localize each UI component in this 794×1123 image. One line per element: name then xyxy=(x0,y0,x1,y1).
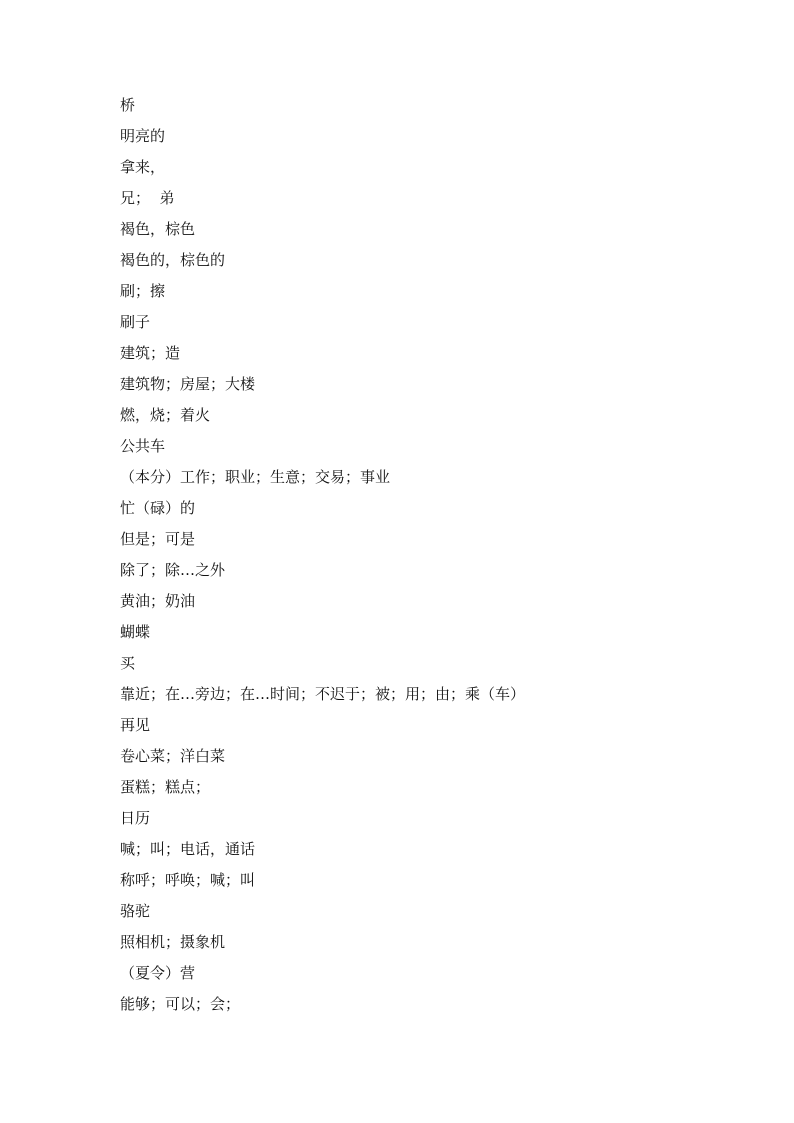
vocab-line: （本分）工作；职业；生意；交易；事业 xyxy=(120,468,391,486)
vocab-line: 蛋糕；糕点； xyxy=(120,778,211,796)
vocab-line: 褐色，棕色 xyxy=(120,220,196,238)
vocab-line: 刷；擦 xyxy=(120,282,166,300)
vocab-line: 卷心菜；洋白菜 xyxy=(120,747,226,765)
vocab-line: 兄； 弟 xyxy=(120,189,175,207)
vocab-line: 买 xyxy=(120,654,136,672)
vocab-line: 喊；叫；电话，通话 xyxy=(120,840,256,858)
vocab-line: 蝴蝶 xyxy=(120,623,151,641)
vocab-line: 桥 xyxy=(120,96,136,114)
vocab-line: 拿来， xyxy=(120,158,166,176)
vocab-line: 但是；可是 xyxy=(120,530,196,548)
vocab-line: 能够；可以；会； xyxy=(120,995,241,1013)
vocab-line: 靠近；在…旁边；在…时间；不迟于；被；用；由；乘（车） xyxy=(120,685,526,703)
vocab-line: 称呼；呼唤；喊；叫 xyxy=(120,871,256,889)
vocab-line: 日历 xyxy=(120,809,151,827)
vocab-line: 褐色的，棕色的 xyxy=(120,251,226,269)
vocabulary-list xyxy=(120,90,740,1020)
vocab-line: 建筑物；房屋；大楼 xyxy=(120,375,256,393)
vocab-line: 再见 xyxy=(120,716,151,734)
vocab-line: 明亮的 xyxy=(120,127,166,145)
vocab-line: 刷子 xyxy=(120,313,151,331)
vocab-line: 公共车 xyxy=(120,437,166,455)
vocab-line: 骆驼 xyxy=(120,902,151,920)
vocab-line: 照相机；摄象机 xyxy=(120,933,226,951)
vocab-line: （夏令）营 xyxy=(120,964,196,982)
vocab-line: 建筑；造 xyxy=(120,344,181,362)
vocab-line: 黄油；奶油 xyxy=(120,592,196,610)
vocab-line: 燃，烧；着火 xyxy=(120,406,211,424)
vocab-line: 忙（碌）的 xyxy=(120,499,196,517)
vocab-line: 除了；除…之外 xyxy=(120,561,226,579)
